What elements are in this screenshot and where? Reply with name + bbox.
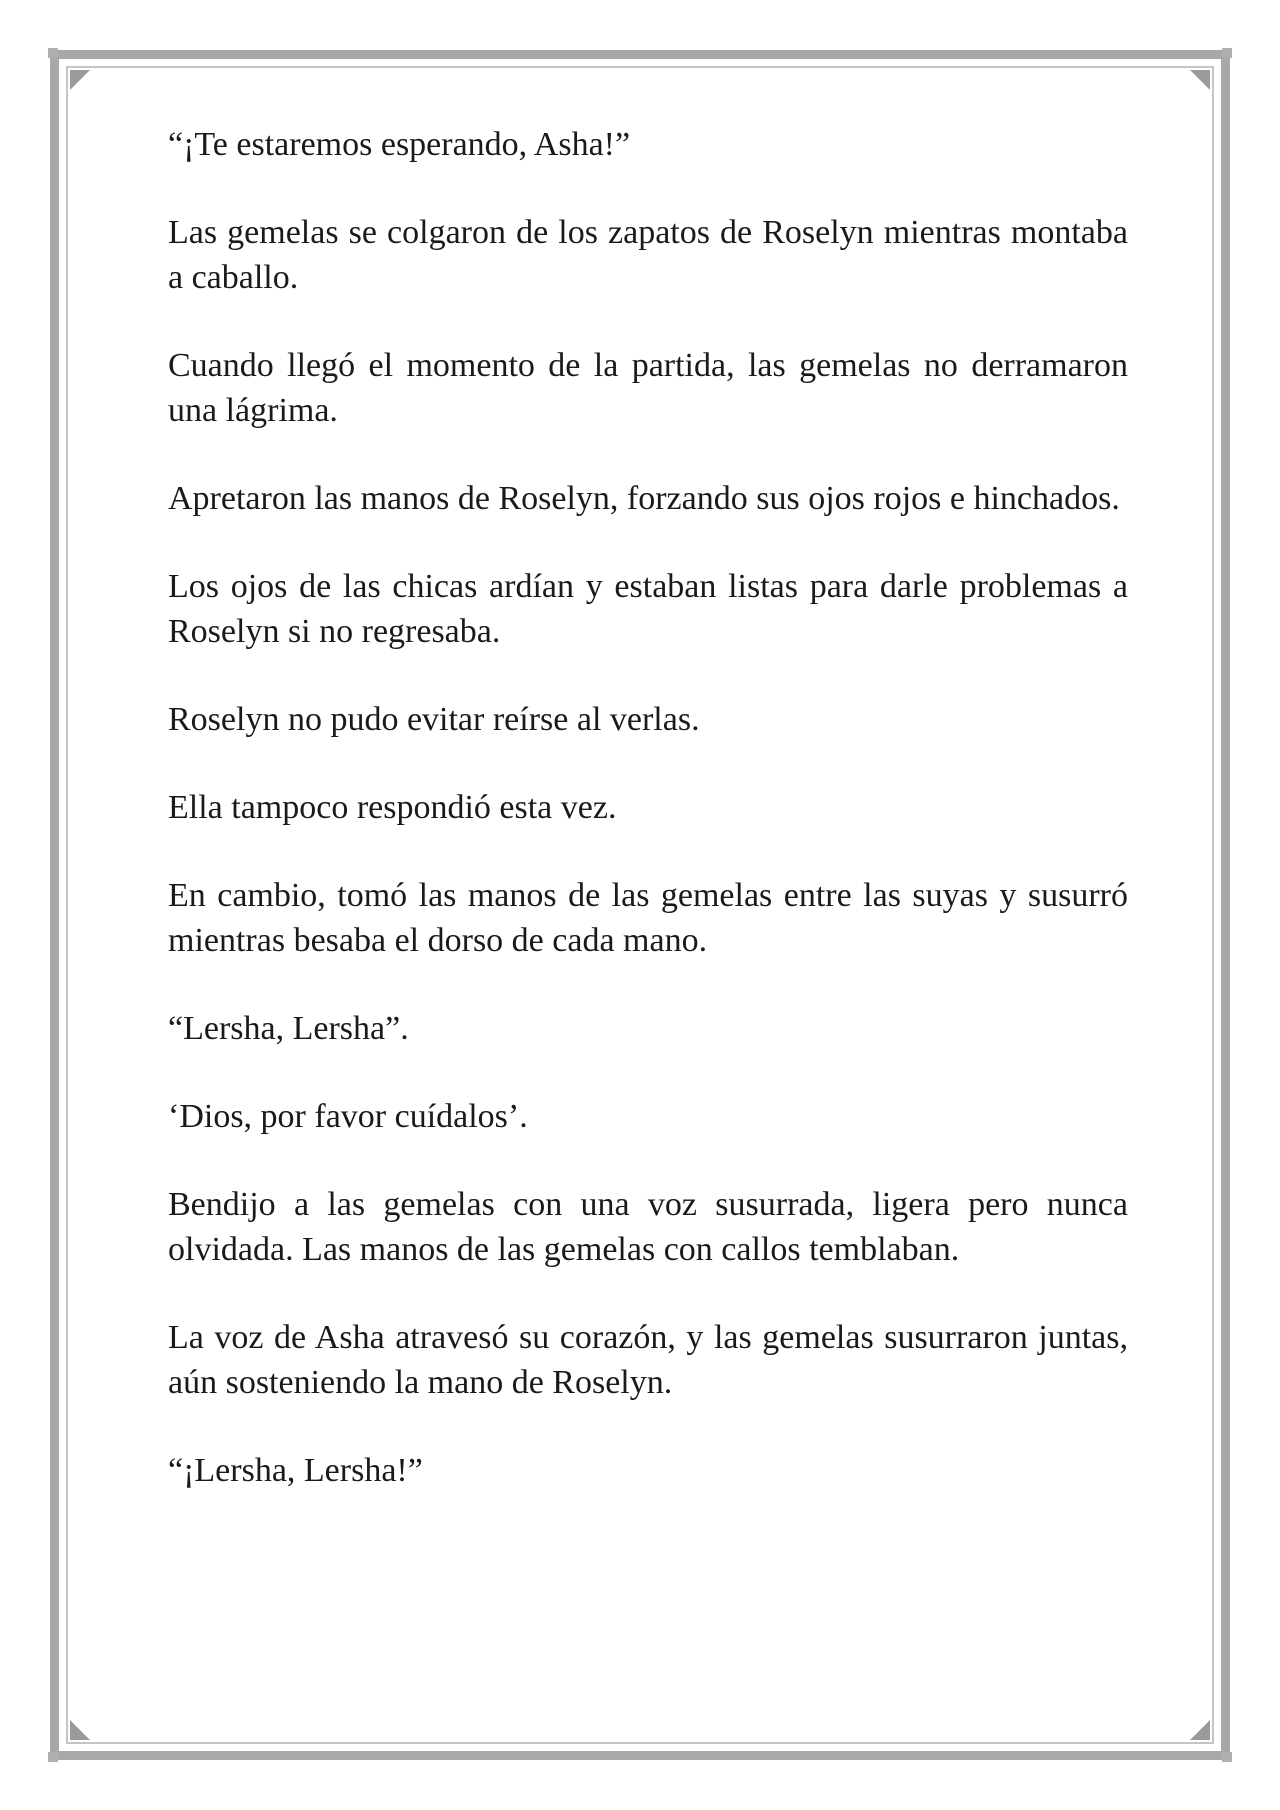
- corner-triangle-icon: [1190, 1720, 1210, 1740]
- frame-corner-ornament: [48, 1752, 58, 1762]
- paragraph: En cambio, tomó las manos de las gemelas entre las suyas y susurró mientras besaba el dorso de cada mano.: [168, 877, 1128, 959]
- paragraph: Las gemelas se colgaron de los zapatos de Roselyn mientras montaba a caballo.: [168, 214, 1128, 296]
- page-body-text: [168, 122, 1128, 1536]
- frame-corner-ornament: [1222, 1752, 1232, 1762]
- paragraph: Cuando llegó el momento de la partida, las gemelas no derramaron una lágrima.: [168, 347, 1128, 429]
- paragraph: Apretaron las manos de Roselyn, forzando sus ojos rojos e hinchados.: [168, 480, 1120, 517]
- corner-triangle-icon: [70, 70, 90, 90]
- paragraph: Roselyn no pudo evitar reírse al verlas.: [168, 701, 700, 738]
- frame-corner-ornament: [1222, 48, 1232, 58]
- paragraph: “Lersha, Lersha”.: [168, 1010, 409, 1047]
- frame-corner-ornament: [48, 48, 58, 58]
- paragraph: Bendijo a las gemelas con una voz susurrada, ligera pero nunca olvidada. Las manos de las gemelas con callos temblaban.: [168, 1186, 1128, 1268]
- paragraph: La voz de Asha atravesó su corazón, y las gemelas susurraron juntas, aún sosteniendo la mano de Roselyn.: [168, 1319, 1128, 1401]
- corner-triangle-icon: [1190, 70, 1210, 90]
- corner-triangle-icon: [70, 1720, 90, 1740]
- paragraph: “¡Lersha, Lersha!”: [168, 1452, 423, 1489]
- paragraph: Los ojos de las chicas ardían y estaban listas para darle problemas a Roselyn si no regresaba.: [168, 568, 1128, 650]
- paragraph: “¡Te estaremos esperando, Asha!”: [168, 126, 631, 163]
- paragraph: Ella tampoco respondió esta vez.: [168, 789, 617, 826]
- paragraph: ‘Dios, por favor cuídalos’.: [168, 1098, 528, 1135]
